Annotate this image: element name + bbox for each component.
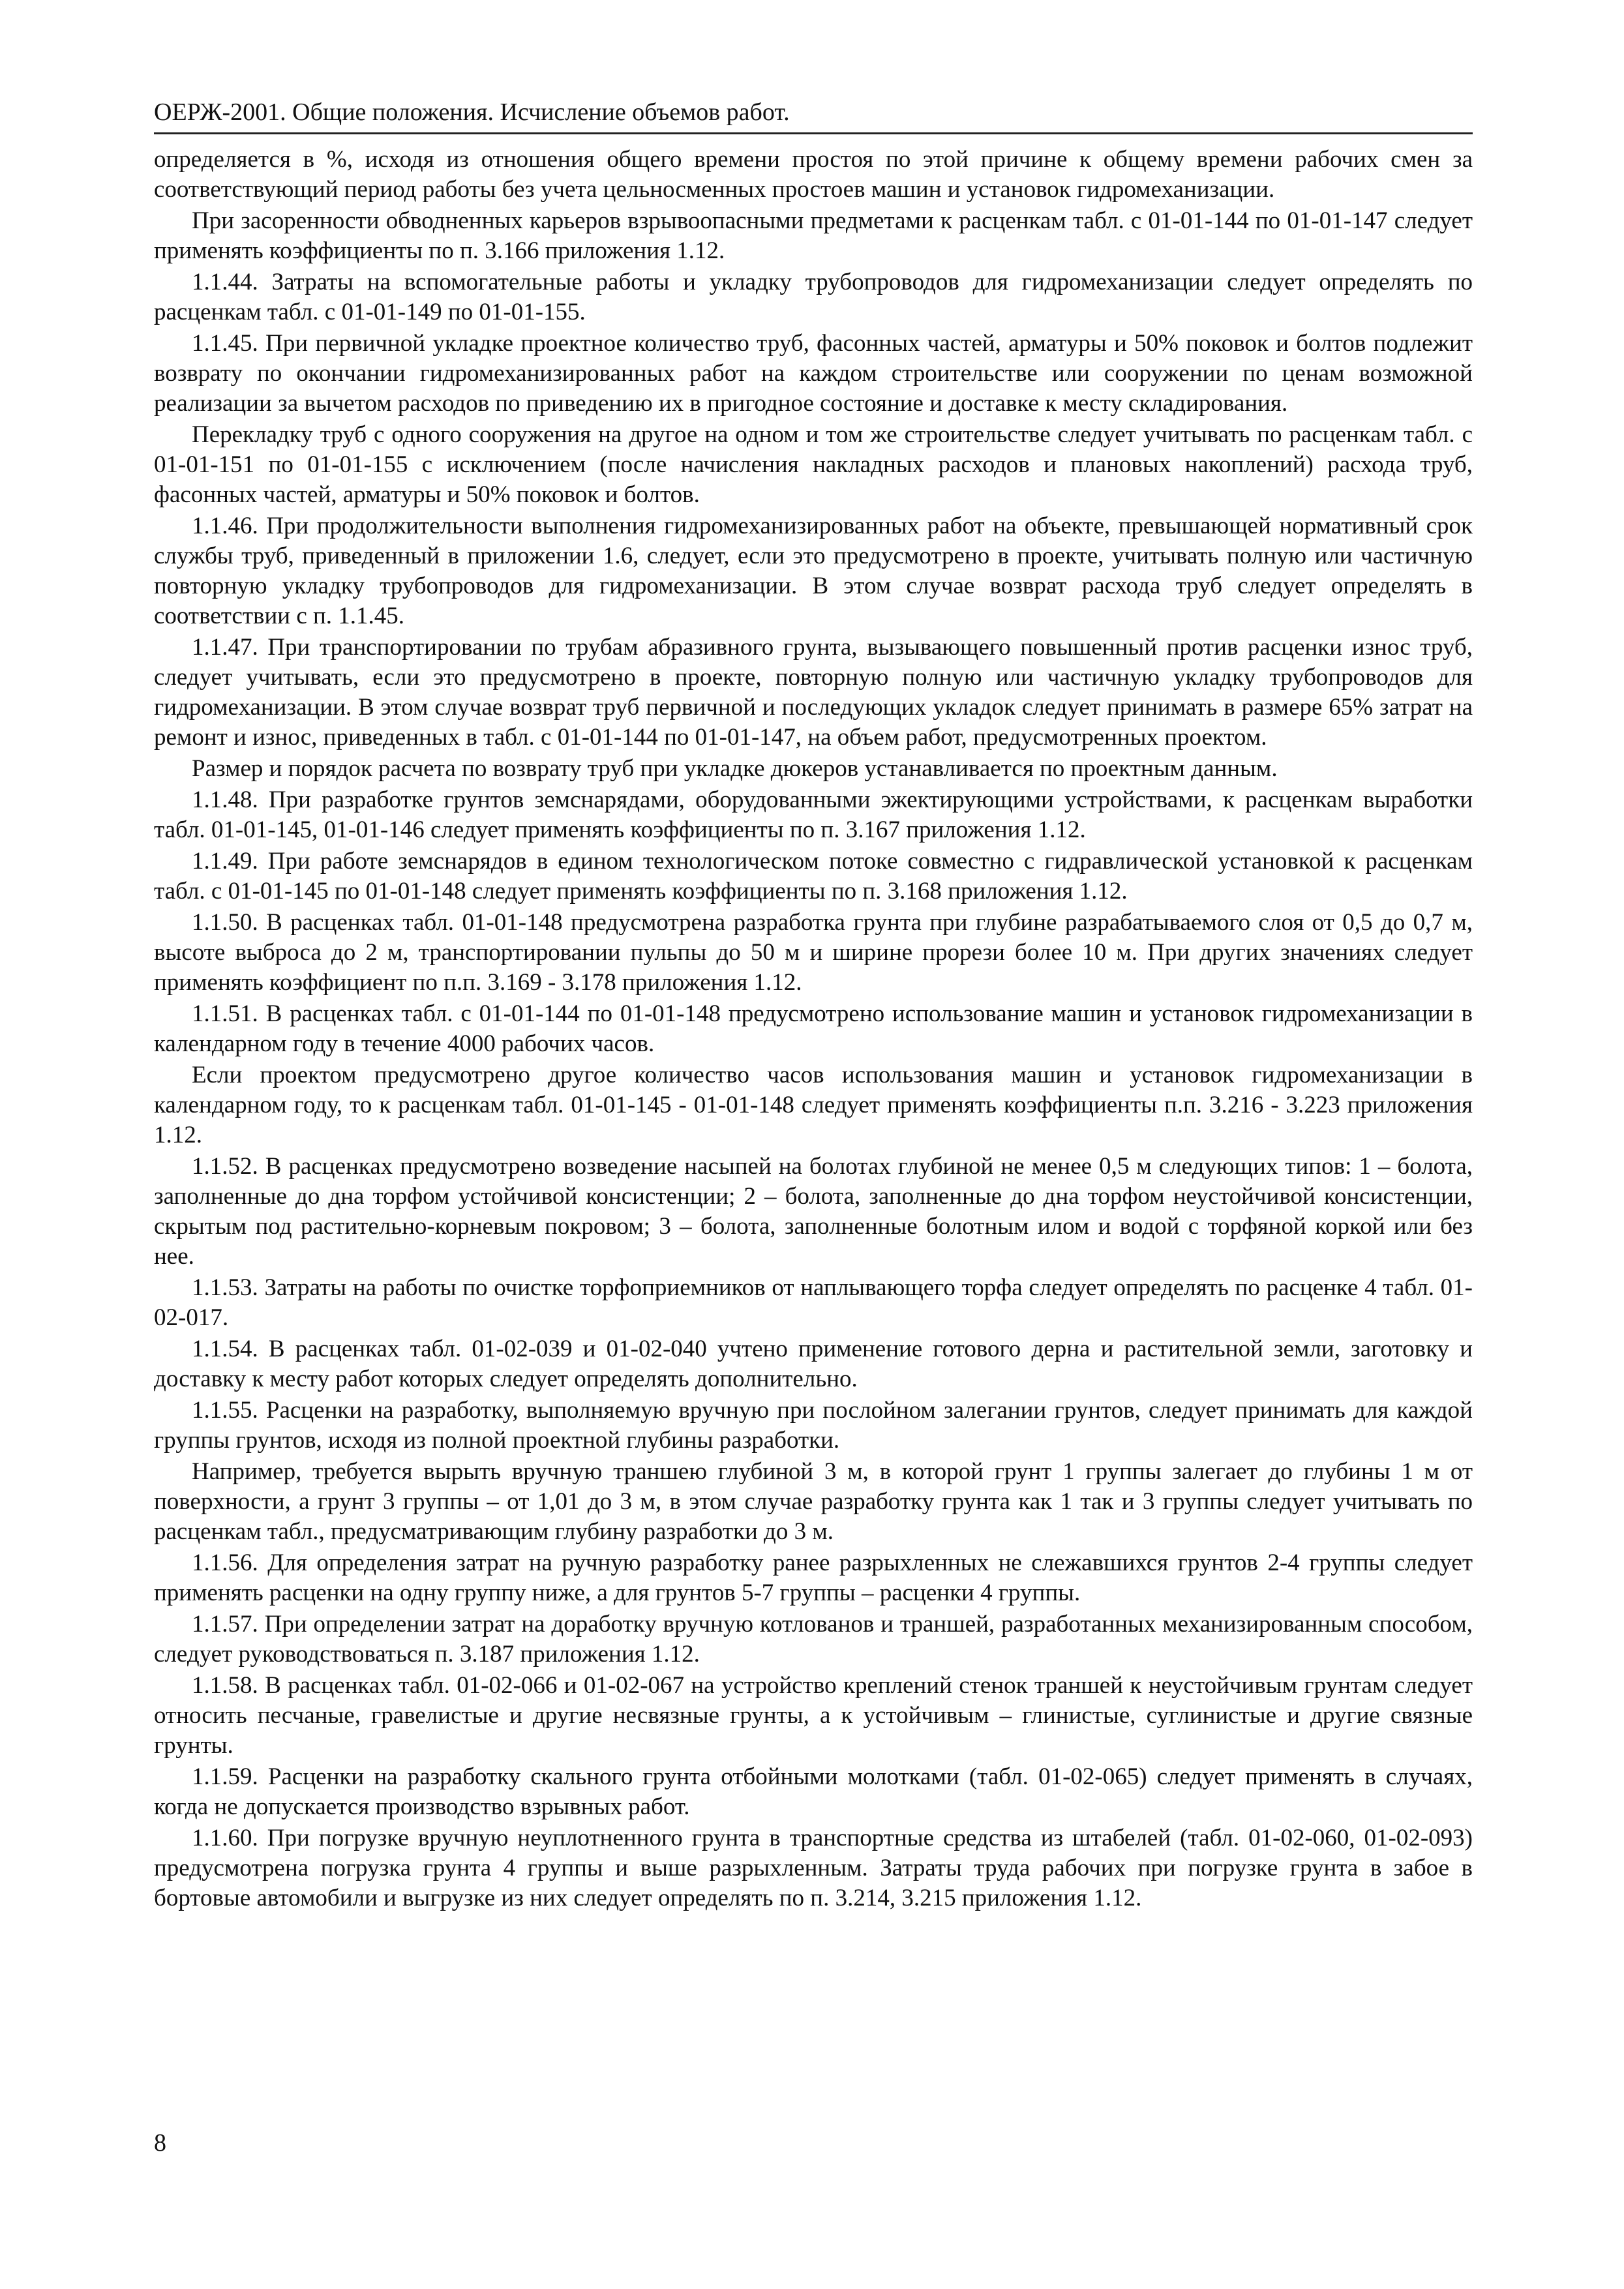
paragraph-1-1-45: 1.1.45. При первичной укладке проектное количество труб, фасонных частей, арматуры и 50% поковок и болтов подлежит возврату по окончании гидромеханизированных работ на каждом строительстве или сооружении по ценам возможной реализации за вычетом расходов по приведению их в пригодное состояние и доставке к месту складирования. [154, 330, 1473, 417]
paragraph-1-1-46: 1.1.46. При продолжительности выполнения гидромеханизированных работ на объекте, превышающей нормативный срок службы труб, приведенный в приложении 1.6, следует, если это предусмотрено в проекте, учитывать полную или частичную повторную укладку трубопроводов для гидромеханизации. В этом случае возврат расхода труб следует определять в соответствии с п. 1.1.45. [154, 513, 1473, 629]
paragraph-1-1-60: 1.1.60. При погрузке вручную неуплотненного грунта в транспортные средства из штабелей (табл. 01-02-060, 01-02-093) предусмотрена погрузка грунта 4 группы и выше разрыхленным. Затраты труда рабочих при погрузке грунта в забое в бортовые автомобили и выгрузке из них следует определять по п. 3.214, 3.215 приложения 1.12. [154, 1825, 1473, 1911]
running-header [154, 97, 1473, 134]
paragraph: Размер и порядок расчета по возврату труб при укладке дюкеров устанавливается по проектным данным. [192, 755, 1278, 782]
paragraph: При засоренности обводненных карьеров взрывоопасными предметами к расценкам табл. с 01-01-144 по 01-01-147 следует применять коэффициенты по п. 3.166 приложения 1.12. [154, 207, 1473, 264]
paragraph-1-1-51: 1.1.51. В расценках табл. с 01-01-144 по 01-01-148 предусмотрено использование машин и установок гидромеханизации в календарном году в течение 4000 рабочих часов. [154, 1000, 1473, 1057]
paragraph-1-1-54: 1.1.54. В расценках табл. 01-02-039 и 01-02-040 учтено применение готового дерна и растительной земли, заготовку и доставку к месту работ которых следует определять дополнительно. [154, 1336, 1473, 1392]
paragraph-1-1-58: 1.1.58. В расценках табл. 01-02-066 и 01-02-067 на устройство креплений стенок траншей к неустойчивым грунтам следует относить песчаные, гравелистые и другие несвязные грунты, а к устойчивым – глинистые, суглинистые и другие связные грунты. [154, 1672, 1473, 1759]
paragraph-continuation: определяется в %, исходя из отношения общего времени простоя по этой причине к общему времени рабочих смен за соответствующий период работы без учета цельносменных простоев машин и установок гидромеханизации. [154, 146, 1473, 203]
paragraph-1-1-53: 1.1.53. Затраты на работы по очистке торфоприемников от наплывающего торфа следует определять по расценке 4 табл. 01-02-017. [154, 1274, 1473, 1331]
paragraph-1-1-50: 1.1.50. В расценках табл. 01-01-148 предусмотрена разработка грунта при глубине разрабатываемого слоя от 0,5 до 0,7 м, высоте выброса до 2 м, транспортировании пульпы до 50 м и ширине прорези более 10 м. При других значениях следует применять коэффициент по п.п. 3.169 - 3.178 приложения 1.12. [154, 909, 1473, 996]
paragraph-1-1-59: 1.1.59. Расценки на разработку скального грунта отбойными молотками (табл. 01-02-065) следует применять в случаях, когда не допускается производство взрывных работ. [154, 1763, 1473, 1820]
paragraph-1-1-49: 1.1.49. При работе земснарядов в едином технологическом потоке совместно с гидравлической установкой к расценкам табл. с 01-01-145 по 01-01-148 следует применять коэффициенты по п. 3.168 приложения 1.12. [154, 848, 1473, 905]
paragraph-1-1-47: 1.1.47. При транспортировании по трубам абразивного грунта, вызывающего повышенный против расценки износ труб, следует учитывать, если это предусмотрено в проекте, повторную полную или частичную укладку трубопроводов для гидромеханизации. В этом случае возврат труб первичной и последующих укладок следует принимать в размере 65% затрат на ремонт и износ, приведенных в табл. с 01-01-144 по 01-01-147, на объем работ, предусмотренных проектом. [154, 634, 1473, 751]
header-title: ОЕРЖ-2001. Общие положения. Исчисление объемов работ. [154, 98, 790, 126]
paragraph-1-1-57: 1.1.57. При определении затрат на доработку вручную котлованов и траншей, разработанных механизированным способом, следует руководствоваться п. 3.187 приложения 1.12. [154, 1611, 1473, 1668]
paragraph-1-1-55: 1.1.55. Расценки на разработку, выполняемую вручную при послойном залегании грунтов, следует принимать для каждой группы грунтов, исходя из полной проектной глубины разработки. [154, 1397, 1473, 1454]
paragraph: Например, требуется вырыть вручную траншею глубиной 3 м, в которой грунт 1 группы залегает до глубины 1 м от поверхности, а грунт 3 группы – от 1,01 до 3 м, в этом случае разработку грунта как 1 так и 3 группы следует учитывать по расценкам табл., предусматривающим глубину разработки до 3 м. [154, 1458, 1473, 1545]
paragraph-1-1-44: 1.1.44. Затраты на вспомогательные работы и укладку трубопроводов для гидромеханизации следует определять по расценкам табл. с 01-01-149 по 01-01-155. [154, 269, 1473, 325]
body-text [154, 145, 1473, 1915]
paragraph-1-1-52: 1.1.52. В расценках предусмотрено возведение насыпей на болотах глубиной не менее 0,5 м следующих типов: 1 – болота, заполненные до дна торфом устойчивой консистенции; 2 – болота, заполненные до дна торфом неустойчивой консистенции, скрытым под растительно-корневым покровом; 3 – болота, заполненные болотным илом и водой с торфяной коркой или без нее. [154, 1153, 1473, 1270]
paragraph: Если проектом предусмотрено другое количество часов использования машин и установок гидромеханизации в календарном году, то к расценкам табл. 01-01-145 - 01-01-148 следует применять коэффициенты п.п. 3.216 - 3.223 приложения 1.12. [154, 1062, 1473, 1148]
paragraph-1-1-56: 1.1.56. Для определения затрат на ручную разработку ранее разрыхленных не слежавшихся грунтов 2-4 группы следует применять расценки на одну группу ниже, а для грунтов 5-7 группы – расценки 4 группы. [154, 1549, 1473, 1606]
paragraph: Перекладку труб с одного сооружения на другое на одном и том же строительстве следует учитывать по расценкам табл. с 01-01-151 по 01-01-155 с исключением (после начисления накладных расходов и плановых накоплений) расхода труб, фасонных частей, арматуры и 50% поковок и болтов. [154, 421, 1473, 508]
paragraph-1-1-48: 1.1.48. При разработке грунтов земснарядами, оборудованными эжектирующими устройствами, к расценкам выработки табл. 01-01-145, 01-01-146 следует применять коэффициенты по п. 3.167 приложения 1.12. [154, 786, 1473, 843]
page-number: 8 [154, 2129, 166, 2157]
